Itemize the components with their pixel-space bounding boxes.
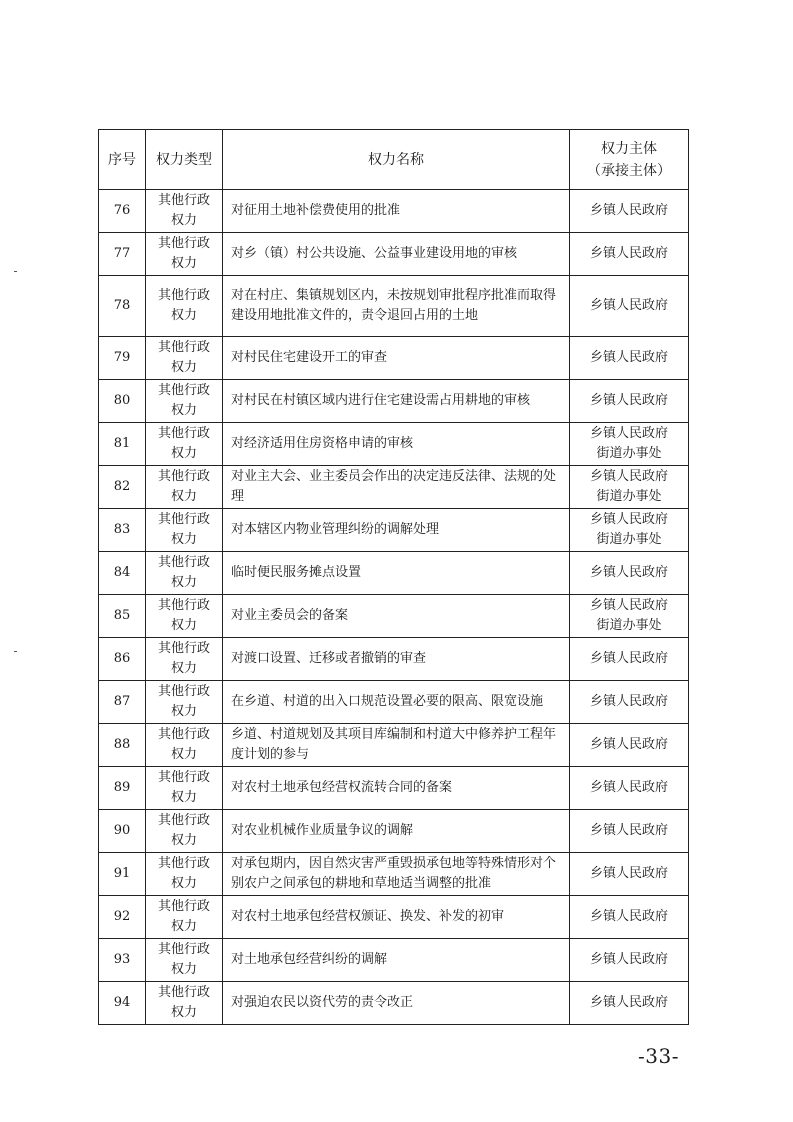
power-subject-cell bbox=[570, 552, 689, 595]
power-type-text: 其他行政 bbox=[157, 426, 210, 441]
power-name: 乡道、村道规划及其项目库编制和村道大中修养护工程年度计划的参与 bbox=[223, 724, 570, 767]
header-subject-line2: （承接主体） bbox=[587, 162, 671, 179]
power-subject-cell bbox=[570, 638, 689, 681]
row-number: 80 bbox=[99, 380, 146, 423]
power-type-text: 权力 bbox=[170, 446, 197, 461]
power-type-cell bbox=[146, 595, 223, 638]
power-type-cell bbox=[146, 509, 223, 552]
power-type-text: 权力 bbox=[170, 833, 197, 848]
power-subject-text: 乡镇人民政府 bbox=[589, 246, 668, 261]
power-subject-cell bbox=[570, 595, 689, 638]
power-name: 对村民在村镇区域内进行住宅建设需占用耕地的审核 bbox=[223, 380, 570, 423]
table-row bbox=[99, 767, 689, 810]
row-number: 92 bbox=[99, 896, 146, 939]
power-type-cell bbox=[146, 638, 223, 681]
table-row bbox=[99, 552, 689, 595]
scan-speck bbox=[14, 271, 17, 272]
power-subject-cell bbox=[570, 233, 689, 276]
row-number: 82 bbox=[99, 466, 146, 509]
power-type-cell bbox=[146, 896, 223, 939]
power-subject-text: 乡镇人民政府 bbox=[589, 694, 668, 709]
power-name: 对农村土地承包经营权流转合同的备案 bbox=[223, 767, 570, 810]
power-type-text: 权力 bbox=[170, 790, 197, 805]
power-type-cell bbox=[146, 724, 223, 767]
power-type-text: 其他行政 bbox=[157, 985, 210, 1000]
power-subject-text: 乡镇人民政府 bbox=[589, 512, 668, 527]
table-row bbox=[99, 982, 689, 1025]
power-subject-text: 街道办事处 bbox=[596, 532, 662, 547]
power-type-text: 其他行政 bbox=[157, 555, 210, 570]
power-subject-cell bbox=[570, 810, 689, 853]
power-subject-text: 乡镇人民政府 bbox=[589, 469, 668, 484]
power-type-cell bbox=[146, 190, 223, 233]
table-row bbox=[99, 595, 689, 638]
table-row bbox=[99, 638, 689, 681]
row-number: 88 bbox=[99, 724, 146, 767]
power-type-cell bbox=[146, 810, 223, 853]
power-subject-text: 乡镇人民政府 bbox=[589, 426, 668, 441]
power-name: 对经济适用住房资格申请的审核 bbox=[223, 423, 570, 466]
power-name: 对渡口设置、迁移或者撤销的审查 bbox=[223, 638, 570, 681]
power-type-text: 其他行政 bbox=[157, 383, 210, 398]
row-number: 86 bbox=[99, 638, 146, 681]
power-type-cell bbox=[146, 552, 223, 595]
table-row bbox=[99, 724, 689, 767]
table-row bbox=[99, 233, 689, 276]
power-type-cell bbox=[146, 939, 223, 982]
table-row bbox=[99, 190, 689, 233]
power-type-cell bbox=[146, 681, 223, 724]
power-name: 对农村土地承包经营权颁证、换发、补发的初审 bbox=[223, 896, 570, 939]
power-subject-text: 乡镇人民政府 bbox=[589, 952, 668, 967]
scan-speck bbox=[14, 651, 17, 652]
header-power-name: 权力名称 bbox=[223, 130, 570, 190]
row-number: 94 bbox=[99, 982, 146, 1025]
power-type-text: 权力 bbox=[170, 308, 197, 323]
power-subject-cell bbox=[570, 466, 689, 509]
table-row bbox=[99, 380, 689, 423]
power-type-text: 其他行政 bbox=[157, 641, 210, 656]
power-subject-cell bbox=[570, 767, 689, 810]
power-type-text: 权力 bbox=[170, 532, 197, 547]
table-row bbox=[99, 896, 689, 939]
power-name: 对村民住宅建设开工的审查 bbox=[223, 337, 570, 380]
table-row bbox=[99, 337, 689, 380]
power-type-text: 其他行政 bbox=[157, 512, 210, 527]
power-name: 对乡（镇）村公共设施、公益事业建设用地的审核 bbox=[223, 233, 570, 276]
power-type-text: 权力 bbox=[170, 256, 197, 271]
power-subject-text: 乡镇人民政府 bbox=[589, 350, 668, 365]
table-row bbox=[99, 939, 689, 982]
power-subject-cell bbox=[570, 190, 689, 233]
power-type-cell bbox=[146, 233, 223, 276]
power-type-text: 权力 bbox=[170, 876, 197, 891]
power-type-text: 权力 bbox=[170, 575, 197, 590]
power-subject-cell bbox=[570, 337, 689, 380]
table-row bbox=[99, 681, 689, 724]
power-subject-text: 街道办事处 bbox=[596, 489, 662, 504]
power-name: 对本辖区内物业管理纠纷的调解处理 bbox=[223, 509, 570, 552]
power-type-text: 其他行政 bbox=[157, 770, 210, 785]
header-power-subject bbox=[570, 130, 689, 190]
power-subject-text: 乡镇人民政府 bbox=[589, 651, 668, 666]
power-type-text: 其他行政 bbox=[157, 340, 210, 355]
power-subject-text: 街道办事处 bbox=[596, 618, 662, 633]
power-subject-text: 乡镇人民政府 bbox=[589, 909, 668, 924]
power-type-text: 其他行政 bbox=[157, 899, 210, 914]
power-type-text: 其他行政 bbox=[157, 684, 210, 699]
power-subject-text: 乡镇人民政府 bbox=[589, 298, 668, 313]
power-subject-text: 乡镇人民政府 bbox=[589, 565, 668, 580]
table-row bbox=[99, 509, 689, 552]
row-number: 83 bbox=[99, 509, 146, 552]
power-subject-cell bbox=[570, 853, 689, 896]
power-type-text: 权力 bbox=[170, 661, 197, 676]
power-type-text: 权力 bbox=[170, 618, 197, 633]
power-type-text: 权力 bbox=[170, 403, 197, 418]
table-row bbox=[99, 853, 689, 896]
power-type-text: 其他行政 bbox=[157, 727, 210, 742]
power-subject-text: 乡镇人民政府 bbox=[589, 598, 668, 613]
table-row bbox=[99, 276, 689, 337]
power-type-cell bbox=[146, 337, 223, 380]
power-name: 对业主大会、业主委员会作出的决定违反法律、法规的处理 bbox=[223, 466, 570, 509]
power-type-cell bbox=[146, 767, 223, 810]
power-subject-text: 乡镇人民政府 bbox=[589, 823, 668, 838]
row-number: 85 bbox=[99, 595, 146, 638]
power-type-text: 权力 bbox=[170, 962, 197, 977]
row-number: 91 bbox=[99, 853, 146, 896]
power-name: 对业主委员会的备案 bbox=[223, 595, 570, 638]
power-subject-cell bbox=[570, 681, 689, 724]
power-type-text: 其他行政 bbox=[157, 856, 210, 871]
power-subject-cell bbox=[570, 724, 689, 767]
power-type-cell bbox=[146, 276, 223, 337]
power-subject-cell bbox=[570, 509, 689, 552]
power-name: 对土地承包经营纠纷的调解 bbox=[223, 939, 570, 982]
power-subject-cell bbox=[570, 939, 689, 982]
table-row bbox=[99, 810, 689, 853]
row-number: 76 bbox=[99, 190, 146, 233]
power-type-cell bbox=[146, 380, 223, 423]
power-type-text: 其他行政 bbox=[157, 813, 210, 828]
row-number: 90 bbox=[99, 810, 146, 853]
power-list-table bbox=[98, 129, 689, 1025]
power-type-text: 其他行政 bbox=[157, 236, 210, 251]
power-subject-text: 街道办事处 bbox=[596, 446, 662, 461]
power-subject-text: 乡镇人民政府 bbox=[589, 737, 668, 752]
row-number: 87 bbox=[99, 681, 146, 724]
power-type-cell bbox=[146, 466, 223, 509]
table-row bbox=[99, 423, 689, 466]
power-type-text: 其他行政 bbox=[157, 288, 210, 303]
power-type-text: 权力 bbox=[170, 704, 197, 719]
power-subject-cell bbox=[570, 380, 689, 423]
row-number: 93 bbox=[99, 939, 146, 982]
header-power-type: 权力类型 bbox=[146, 130, 223, 190]
power-name: 对农业机械作业质量争议的调解 bbox=[223, 810, 570, 853]
table-header-row bbox=[99, 130, 689, 190]
row-number: 84 bbox=[99, 552, 146, 595]
power-type-cell bbox=[146, 982, 223, 1025]
power-type-text: 权力 bbox=[170, 1005, 197, 1020]
power-name: 对征用土地补偿费使用的批准 bbox=[223, 190, 570, 233]
power-subject-cell bbox=[570, 276, 689, 337]
row-number: 78 bbox=[99, 276, 146, 337]
power-type-text: 权力 bbox=[170, 213, 197, 228]
power-name: 在乡道、村道的出入口规范设置必要的限高、限宽设施 bbox=[223, 681, 570, 724]
power-subject-cell bbox=[570, 423, 689, 466]
power-type-cell bbox=[146, 853, 223, 896]
power-type-text: 权力 bbox=[170, 919, 197, 934]
power-subject-cell bbox=[570, 982, 689, 1025]
row-number: 79 bbox=[99, 337, 146, 380]
header-subject-line1: 权力主体 bbox=[601, 140, 657, 157]
power-subject-text: 乡镇人民政府 bbox=[589, 393, 668, 408]
page-number: -33- bbox=[638, 1044, 679, 1068]
power-subject-text: 乡镇人民政府 bbox=[589, 780, 668, 795]
power-name: 对强迫农民以资代劳的责令改正 bbox=[223, 982, 570, 1025]
power-type-text: 权力 bbox=[170, 489, 197, 504]
power-type-text: 权力 bbox=[170, 747, 197, 762]
table-row bbox=[99, 466, 689, 509]
power-type-text: 其他行政 bbox=[157, 942, 210, 957]
power-type-cell bbox=[146, 423, 223, 466]
power-name: 临时便民服务摊点设置 bbox=[223, 552, 570, 595]
row-number: 89 bbox=[99, 767, 146, 810]
power-subject-text: 乡镇人民政府 bbox=[589, 866, 668, 881]
row-number: 77 bbox=[99, 233, 146, 276]
power-type-text: 其他行政 bbox=[157, 193, 210, 208]
power-type-text: 其他行政 bbox=[157, 469, 210, 484]
power-subject-cell bbox=[570, 896, 689, 939]
power-name: 对承包期内，因自然灾害严重毁损承包地等特殊情形对个别农户之间承包的耕地和草地适当调整的批准 bbox=[223, 853, 570, 896]
power-type-text: 权力 bbox=[170, 360, 197, 375]
power-subject-text: 乡镇人民政府 bbox=[589, 203, 668, 218]
row-number: 81 bbox=[99, 423, 146, 466]
power-type-text: 其他行政 bbox=[157, 598, 210, 613]
power-subject-text: 乡镇人民政府 bbox=[589, 995, 668, 1010]
header-no: 序号 bbox=[99, 130, 146, 190]
power-name: 对在村庄、集镇规划区内，未按规划审批程序批准而取得建设用地批准文件的，责令退回占用的土地 bbox=[223, 276, 570, 337]
